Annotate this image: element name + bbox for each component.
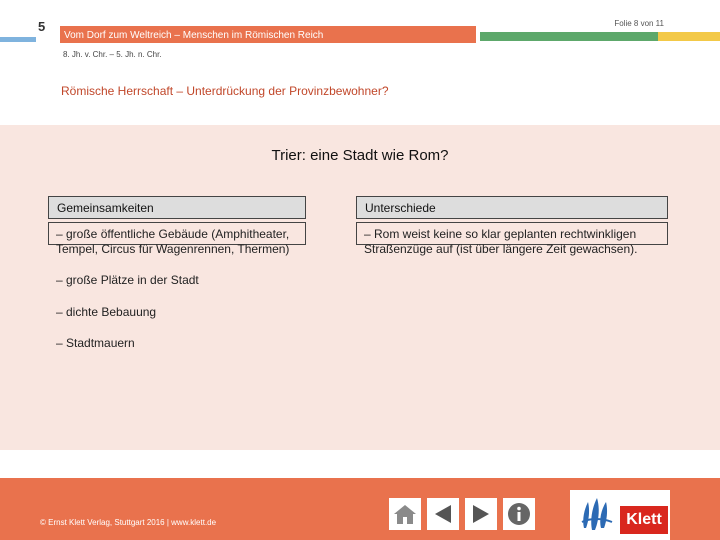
list-item: – große öffentliche Gebäude (Amphitheater, Tempel, Circus für Wagenrennen, Thermen) xyxy=(56,227,290,256)
slide-heading: Trier: eine Stadt wie Rom? xyxy=(271,147,449,164)
klett-emblem-icon xyxy=(574,492,620,538)
arrow-left-icon xyxy=(431,502,455,526)
list-item: – große Plätze in der Stadt xyxy=(56,273,199,287)
section-title: Römische Herrschaft – Unterdrückung der Provinzbewohner? xyxy=(61,84,389,98)
home-button[interactable] xyxy=(389,498,421,530)
forward-button[interactable] xyxy=(465,498,497,530)
klett-wordmark: Klett xyxy=(620,506,668,534)
info-icon xyxy=(506,501,532,527)
accent-bar-green xyxy=(480,32,658,41)
column-header-commonalities: Gemeinsamkeiten xyxy=(48,196,306,219)
list-item: – Rom weist keine so klar geplanten rechtwinkligen Straßenzüge auf (ist über längere Zeit gewachsen). xyxy=(364,227,638,256)
accent-bar-yellow xyxy=(658,32,720,41)
home-icon xyxy=(392,502,418,526)
column-header-differences: Unterschiede xyxy=(356,196,668,219)
info-button[interactable] xyxy=(503,498,535,530)
banner-title: Vom Dorf zum Weltreich – Menschen im Römischen Reich xyxy=(64,30,324,41)
klett-logo xyxy=(570,490,670,540)
copyright-text: © Ernst Klett Verlag, Stuttgart 2016 | www.klett.de xyxy=(40,518,217,527)
back-button[interactable] xyxy=(427,498,459,530)
list-item: – Stadtmauern xyxy=(56,336,135,350)
period-subtitle: 8. Jh. v. Chr. – 5. Jh. n. Chr. xyxy=(63,50,162,59)
footer xyxy=(0,478,720,540)
arrow-right-icon xyxy=(469,502,493,526)
chapter-banner xyxy=(60,26,476,43)
accent-bar-blue xyxy=(0,37,36,42)
chapter-number: 5 xyxy=(38,19,46,34)
page-indicator: Folie 8 von 11 xyxy=(614,19,664,28)
slide-content xyxy=(0,125,720,450)
list-item: – dichte Bebauung xyxy=(56,305,157,319)
